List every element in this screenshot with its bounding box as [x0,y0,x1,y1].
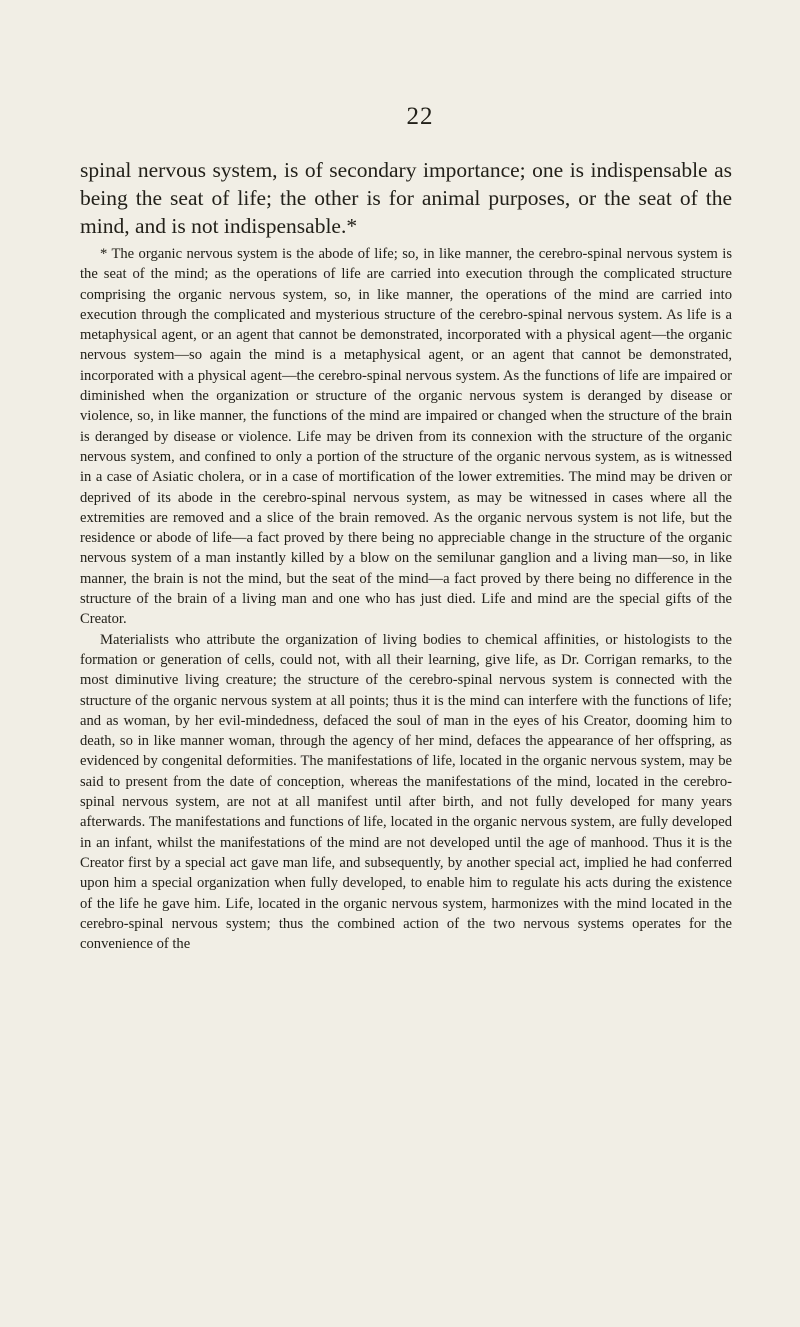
footnote [80,244,732,954]
footnote-paragraph-2: Materialists who attribute the organization of living bodies to chemical affinities, or histologists to the formation or generation of cells, could not, with all their learning, give life, as Dr. Corrigan remarks, to the most diminutive living creature; the structure of the cerebro-spinal nervous system is connected with the structure of the organic nervous system at all points; thus it is the mind can interfere with the functions of life; and as woman, by her evil-mindedness, defaced the soul of man in the eyes of his Creator, dooming him to death, so in like manner woman, through the agency of her mind, defaces the appearance of her offspring, as evidenced by congenital deformities. The manifestations of life, located in the organic nervous system, may be said to present from the date of conception, whereas the manifestations of the mind, located in the cerebro-spinal nervous system, are not at all manifest until after birth, and not fully developed for many years afterwards. The manifestations and functions of life, located in the organic nervous system, are fully developed in an infant, whilst the manifestations of the mind are not developed until the age of manhood. Thus it is the Creator first by a special act gave man life, and subsequently, by another special act, implied he had conferred upon him a special organization when fully developed, to enable him to regulate his acts during the existence of the life he gave him. Life, located in the organic nervous system, harmonizes with the mind located in the cerebro-spinal nervous system; thus the combined action of the two nervous systems operates for the convenience of the [80,631,732,953]
page-number: 22 [406,103,434,130]
main-paragraph: spinal nervous system, is of secondary importance; one is indispensable as being the seat of life; the other is for animal purposes, or the seat of the mind, and is not indispensable.* [80,158,732,238]
footnote-paragraph-1: * The organic nervous system is the abode of life; so, in like manner, the cerebro-spinal nervous system is the seat of the mind; as the operations of life are carried into execution through the complicated structure comprising the organic nervous system, so, in like manner, the operations of the mind are carried into execution through the complicated and mysterious structure of the cerebro-spinal nervous system. As life is a metaphysical agent, or an agent that cannot be demonstrated, incorporated with a physical agent—the organic nervous system—so again the mind is a metaphysical agent, or an agent that cannot be demonstrated, incorporated with a physical agent—the cerebro-spinal nervous system. As the functions of life are impaired or diminished when the organization or structure of the organic nervous system is deranged by disease or violence, so, in like manner, the functions of the mind are impaired or changed when the structure of the brain is deranged by disease or violence. Life may be driven from its connexion with the structure of the organic nervous system, and confined to only a portion of the structure of the organic nervous system, as is witnessed in a case of Asiatic cholera, or in a case of mortification of the lower extremities. The mind may be driven or deprived of its abode in the cerebro-spinal nervous system, as may be witnessed in cases where all the extremities are removed and a slice of the brain removed. As the organic nervous system is not life, but the residence or abode of life—a fact proved by there being no appreciable change in the structure of the organic nervous system of a man instantly killed by a blow on the semilunar ganglion and a living man—so, in like manner, the brain is not the mind, but the seat of the mind—a fact proved by there being no difference in the structure of the brain of a living man and one who has just died. Life and mind are the special gifts of the Creator. [80,246,732,628]
